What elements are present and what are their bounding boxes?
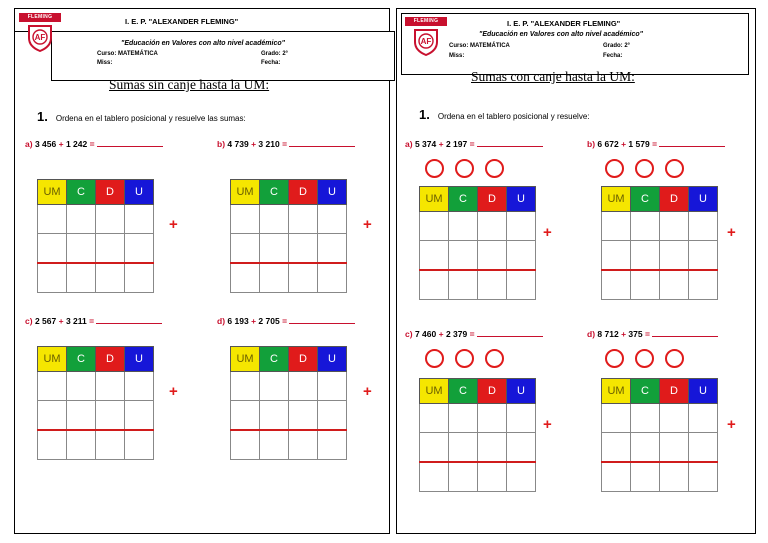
board-header-d: D <box>96 180 125 205</box>
board-cell[interactable] <box>420 212 449 241</box>
board-header-um: UM <box>38 347 67 372</box>
place-value-board <box>37 346 154 460</box>
board-cell[interactable] <box>38 234 67 264</box>
problem-label: c) <box>405 329 413 339</box>
board-header-c: C <box>67 180 96 205</box>
board-cell[interactable] <box>318 372 347 401</box>
board-cell[interactable] <box>289 430 318 460</box>
problem-label: d) <box>587 329 596 339</box>
board-cell[interactable] <box>289 401 318 431</box>
carry-circle[interactable] <box>635 159 654 178</box>
board-cell[interactable] <box>507 212 536 241</box>
board-addend-row <box>420 212 536 241</box>
board-header-um: UM <box>231 180 260 205</box>
board-addend-row <box>38 401 154 431</box>
instruction <box>37 109 246 124</box>
problem-label: d) <box>217 316 226 326</box>
worksheet-subtitle: Sumas con canje hasta la UM: <box>471 69 635 84</box>
shield-icon <box>413 28 439 61</box>
place-value-board <box>601 378 718 492</box>
answer-blank[interactable] <box>652 330 718 337</box>
addition-problem <box>587 329 718 339</box>
board-cell[interactable] <box>507 270 536 300</box>
addend-2: 2 379 <box>445 329 468 339</box>
course-field: Curso: MATEMÁTICA <box>97 51 158 57</box>
board-header-u: U <box>318 347 347 372</box>
board-cell[interactable] <box>449 212 478 241</box>
carry-circle[interactable] <box>455 349 474 368</box>
board-header-d: D <box>289 180 318 205</box>
board-cell[interactable] <box>478 433 507 463</box>
carry-circle[interactable] <box>425 349 444 368</box>
instruction-number: 1. <box>37 109 48 124</box>
plus-sign: + <box>543 416 552 433</box>
grade-field: Grado: 2° <box>603 43 631 49</box>
addend-1: 6 193 <box>227 316 249 326</box>
board-cell[interactable] <box>507 404 536 433</box>
board-header-u: U <box>507 379 536 404</box>
board-cell[interactable] <box>125 372 154 401</box>
board-cell[interactable] <box>478 212 507 241</box>
board-addend-row <box>231 401 347 431</box>
board-cell[interactable] <box>67 234 96 264</box>
plus-operator: + <box>58 316 64 326</box>
equals-sign: = <box>89 316 95 326</box>
plus-operator: + <box>251 316 257 326</box>
place-value-board <box>230 346 347 460</box>
board-cell[interactable] <box>689 212 718 241</box>
course-field: Curso: MATEMÁTICA <box>449 43 510 49</box>
board-cell[interactable] <box>689 404 718 433</box>
board-cell[interactable] <box>67 263 96 293</box>
board-header-um: UM <box>602 187 631 212</box>
board-header-c: C <box>631 379 660 404</box>
board-cell[interactable] <box>602 212 631 241</box>
place-value-board <box>37 179 154 293</box>
board-cell[interactable] <box>96 263 125 293</box>
board-addend-row <box>38 372 154 401</box>
board-cell[interactable] <box>125 263 154 293</box>
board-cell[interactable] <box>631 404 660 433</box>
answer-blank[interactable] <box>477 330 543 337</box>
board-header-u: U <box>125 347 154 372</box>
board-cell[interactable] <box>289 263 318 293</box>
board-cell[interactable] <box>478 404 507 433</box>
problem-label: a) <box>405 139 413 149</box>
answer-blank[interactable] <box>289 317 355 324</box>
board-header-c: C <box>260 180 289 205</box>
board-addend-row <box>602 212 718 241</box>
answer-blank[interactable] <box>659 140 725 147</box>
board-header-u: U <box>507 187 536 212</box>
board-cell[interactable] <box>318 234 347 264</box>
board-cell[interactable] <box>96 430 125 460</box>
board-cell[interactable] <box>689 462 718 492</box>
board-cell[interactable] <box>449 241 478 271</box>
board-cell[interactable] <box>602 404 631 433</box>
board-cell[interactable] <box>449 462 478 492</box>
addend-1: 7 460 <box>414 329 437 339</box>
board-cell[interactable] <box>231 372 260 401</box>
right-worksheet-page <box>396 8 756 534</box>
board-cell[interactable] <box>660 462 689 492</box>
board-cell[interactable] <box>96 372 125 401</box>
addend-2: 3 211 <box>65 316 87 326</box>
board-cell[interactable] <box>602 433 631 463</box>
board-addend-row <box>420 241 536 271</box>
worksheet-subtitle: Sumas sin canje hasta la UM: <box>109 77 270 92</box>
board-header-d: D <box>289 347 318 372</box>
board-cell[interactable] <box>289 205 318 234</box>
board-cell[interactable] <box>449 433 478 463</box>
board-cell[interactable] <box>420 433 449 463</box>
board-sum-row <box>231 263 347 293</box>
addend-1: 6 672 <box>597 139 619 149</box>
addend-1: 3 456 <box>34 139 57 149</box>
plus-sign: + <box>363 216 372 233</box>
board-cell[interactable] <box>478 462 507 492</box>
problem-label: c) <box>25 316 33 326</box>
board-cell[interactable] <box>231 205 260 234</box>
logo-tag: FLEMING <box>19 13 61 22</box>
board-addend-row <box>231 234 347 264</box>
board-cell[interactable] <box>631 212 660 241</box>
addition-problem <box>405 329 543 339</box>
board-header-c: C <box>67 347 96 372</box>
board-addend-row <box>602 433 718 463</box>
board-cell[interactable] <box>260 430 289 460</box>
plus-sign: + <box>169 216 178 233</box>
addend-1: 5 374 <box>414 139 437 149</box>
problem-label: b) <box>587 139 596 149</box>
logo-letters: AF <box>34 33 46 42</box>
addition-problem <box>405 139 543 149</box>
header-rule <box>15 31 389 32</box>
board-addend-row <box>602 241 718 271</box>
board-cell[interactable] <box>318 263 347 293</box>
board-cell[interactable] <box>231 401 260 431</box>
board-cell[interactable] <box>67 430 96 460</box>
place-value-board <box>419 186 536 300</box>
board-cell[interactable] <box>289 372 318 401</box>
plus-sign: + <box>727 416 736 433</box>
board-cell[interactable] <box>420 241 449 271</box>
addend-2: 375 <box>628 329 643 339</box>
answer-blank[interactable] <box>477 140 543 147</box>
logo-letters: AF <box>420 37 432 46</box>
board-header-u: U <box>318 180 347 205</box>
board-header-d: D <box>96 347 125 372</box>
board-header-u: U <box>689 187 718 212</box>
board-cell[interactable] <box>420 462 449 492</box>
place-value-board <box>601 186 718 300</box>
school-name: I. E. P. "ALEXANDER FLEMING" <box>507 19 621 28</box>
board-addend-row <box>231 205 347 234</box>
carry-circle[interactable] <box>485 349 504 368</box>
board-cell[interactable] <box>38 372 67 401</box>
carry-circle[interactable] <box>665 349 684 368</box>
board-sum-row <box>420 462 536 492</box>
board-sum-row <box>602 462 718 492</box>
board-cell[interactable] <box>449 404 478 433</box>
instruction <box>419 107 590 122</box>
carry-circle[interactable] <box>455 159 474 178</box>
plus-operator: + <box>621 139 627 149</box>
addition-problem <box>217 316 355 326</box>
equals-sign: = <box>644 329 650 339</box>
board-header-row <box>602 187 718 212</box>
board-cell[interactable] <box>260 372 289 401</box>
board-header-row <box>231 347 347 372</box>
addend-2: 2 197 <box>445 139 468 149</box>
board-cell[interactable] <box>507 433 536 463</box>
board-sum-row <box>38 263 154 293</box>
board-cell[interactable] <box>38 263 67 293</box>
board-cell[interactable] <box>507 462 536 492</box>
addend-2: 1 579 <box>628 139 650 149</box>
board-addend-row <box>38 205 154 234</box>
board-cell[interactable] <box>231 234 260 264</box>
board-header-d: D <box>660 187 689 212</box>
equals-sign: = <box>282 139 288 149</box>
board-cell[interactable] <box>318 430 347 460</box>
board-header-um: UM <box>420 187 449 212</box>
board-cell[interactable] <box>260 205 289 234</box>
board-cell[interactable] <box>67 401 96 431</box>
board-cell[interactable] <box>689 270 718 300</box>
board-header-row <box>38 347 154 372</box>
answer-blank[interactable] <box>289 140 355 147</box>
board-cell[interactable] <box>67 205 96 234</box>
board-header-row <box>38 180 154 205</box>
addition-problem <box>25 316 162 326</box>
place-value-board <box>230 179 347 293</box>
instruction-text: Ordena en el tablero posicional y resuelve: <box>437 112 590 121</box>
board-cell[interactable] <box>478 270 507 300</box>
addend-1: 2 567 <box>34 316 57 326</box>
board-cell[interactable] <box>38 205 67 234</box>
board-cell[interactable] <box>631 462 660 492</box>
equals-sign: = <box>89 139 95 149</box>
equals-sign: = <box>652 139 658 149</box>
addend-2: 2 705 <box>258 316 280 326</box>
carry-circle[interactable] <box>485 159 504 178</box>
teacher-field: Miss: <box>97 60 113 66</box>
logo-tag: FLEMING <box>405 17 447 26</box>
addition-problem <box>217 139 355 149</box>
board-cell[interactable] <box>449 270 478 300</box>
board-cell[interactable] <box>602 241 631 271</box>
plus-sign: + <box>543 224 552 241</box>
addend-1: 4 739 <box>227 139 249 149</box>
board-sum-row <box>602 270 718 300</box>
plus-sign: + <box>727 224 736 241</box>
board-header-d: D <box>478 379 507 404</box>
board-cell[interactable] <box>125 205 154 234</box>
board-cell[interactable] <box>125 401 154 431</box>
plus-operator: + <box>438 329 444 339</box>
board-cell[interactable] <box>260 401 289 431</box>
board-cell[interactable] <box>318 205 347 234</box>
board-header-c: C <box>449 187 478 212</box>
carry-circle[interactable] <box>635 349 654 368</box>
addition-problem <box>25 139 163 149</box>
board-header-u: U <box>689 379 718 404</box>
answer-blank[interactable] <box>97 140 163 147</box>
board-cell[interactable] <box>231 430 260 460</box>
board-header-row <box>231 180 347 205</box>
school-motto: "Educación en Valores con alto nivel académico" <box>479 31 643 38</box>
board-addend-row <box>602 404 718 433</box>
board-header-row <box>420 187 536 212</box>
board-header-c: C <box>631 187 660 212</box>
addend-2: 1 242 <box>65 139 88 149</box>
board-cell[interactable] <box>318 401 347 431</box>
addition-problem <box>587 139 725 149</box>
board-cell[interactable] <box>96 205 125 234</box>
carry-circle[interactable] <box>665 159 684 178</box>
board-cell[interactable] <box>96 234 125 264</box>
board-sum-row <box>420 270 536 300</box>
board-cell[interactable] <box>660 212 689 241</box>
board-cell[interactable] <box>260 234 289 264</box>
board-cell[interactable] <box>231 263 260 293</box>
board-header-um: UM <box>602 379 631 404</box>
board-sum-row <box>231 430 347 460</box>
board-cell[interactable] <box>631 241 660 271</box>
board-addend-row <box>38 234 154 264</box>
board-cell[interactable] <box>660 404 689 433</box>
board-cell[interactable] <box>289 234 318 264</box>
equals-sign: = <box>469 329 475 339</box>
board-cell[interactable] <box>420 404 449 433</box>
equals-sign: = <box>282 316 288 326</box>
board-header-c: C <box>449 379 478 404</box>
shield-icon <box>27 24 53 57</box>
board-cell[interactable] <box>38 401 67 431</box>
board-cell[interactable] <box>660 270 689 300</box>
place-value-board <box>419 378 536 492</box>
board-cell[interactable] <box>602 270 631 300</box>
problem-label: a) <box>25 139 33 149</box>
answer-blank[interactable] <box>96 317 162 324</box>
board-cell[interactable] <box>631 433 660 463</box>
plus-operator: + <box>251 139 257 149</box>
left-worksheet-page <box>14 8 390 534</box>
plus-operator: + <box>58 139 64 149</box>
plus-operator: + <box>621 329 627 339</box>
instruction-text: Ordena en el tablero posicional y resuelve las sumas: <box>55 114 246 123</box>
instruction-number: 1. <box>419 107 430 122</box>
board-sum-row <box>38 430 154 460</box>
board-cell[interactable] <box>67 372 96 401</box>
board-cell[interactable] <box>602 462 631 492</box>
board-header-c: C <box>260 347 289 372</box>
board-header-row <box>602 379 718 404</box>
board-cell[interactable] <box>631 270 660 300</box>
date-field: Fecha: <box>603 53 623 59</box>
board-cell[interactable] <box>96 401 125 431</box>
board-cell[interactable] <box>260 263 289 293</box>
addend-2: 3 210 <box>258 139 280 149</box>
carry-circle[interactable] <box>425 159 444 178</box>
board-header-row <box>420 379 536 404</box>
board-cell[interactable] <box>660 433 689 463</box>
board-header-um: UM <box>420 379 449 404</box>
board-header-d: D <box>660 379 689 404</box>
teacher-field: Miss: <box>449 53 465 59</box>
board-addend-row <box>231 372 347 401</box>
board-cell[interactable] <box>420 270 449 300</box>
plus-sign: + <box>169 383 178 400</box>
date-field: Fecha: <box>261 60 281 66</box>
board-cell[interactable] <box>660 241 689 271</box>
grade-field: Grado: 2° <box>261 51 289 57</box>
board-cell[interactable] <box>125 430 154 460</box>
board-cell[interactable] <box>125 234 154 264</box>
board-cell[interactable] <box>689 433 718 463</box>
problem-label: b) <box>217 139 226 149</box>
addend-1: 8 712 <box>597 329 619 339</box>
carry-circle[interactable] <box>605 159 624 178</box>
equals-sign: = <box>469 139 475 149</box>
board-header-um: UM <box>231 347 260 372</box>
board-addend-row <box>420 404 536 433</box>
school-name: I. E. P. "ALEXANDER FLEMING" <box>125 17 239 26</box>
plus-sign: + <box>363 383 372 400</box>
board-cell[interactable] <box>478 241 507 271</box>
board-addend-row <box>420 433 536 463</box>
plus-operator: + <box>438 139 444 149</box>
board-cell[interactable] <box>507 241 536 271</box>
school-motto: "Educación en Valores con alto nivel académico" <box>121 40 285 47</box>
board-cell[interactable] <box>38 430 67 460</box>
carry-circle[interactable] <box>605 349 624 368</box>
board-header-um: UM <box>38 180 67 205</box>
board-header-d: D <box>478 187 507 212</box>
board-cell[interactable] <box>689 241 718 271</box>
board-header-u: U <box>125 180 154 205</box>
